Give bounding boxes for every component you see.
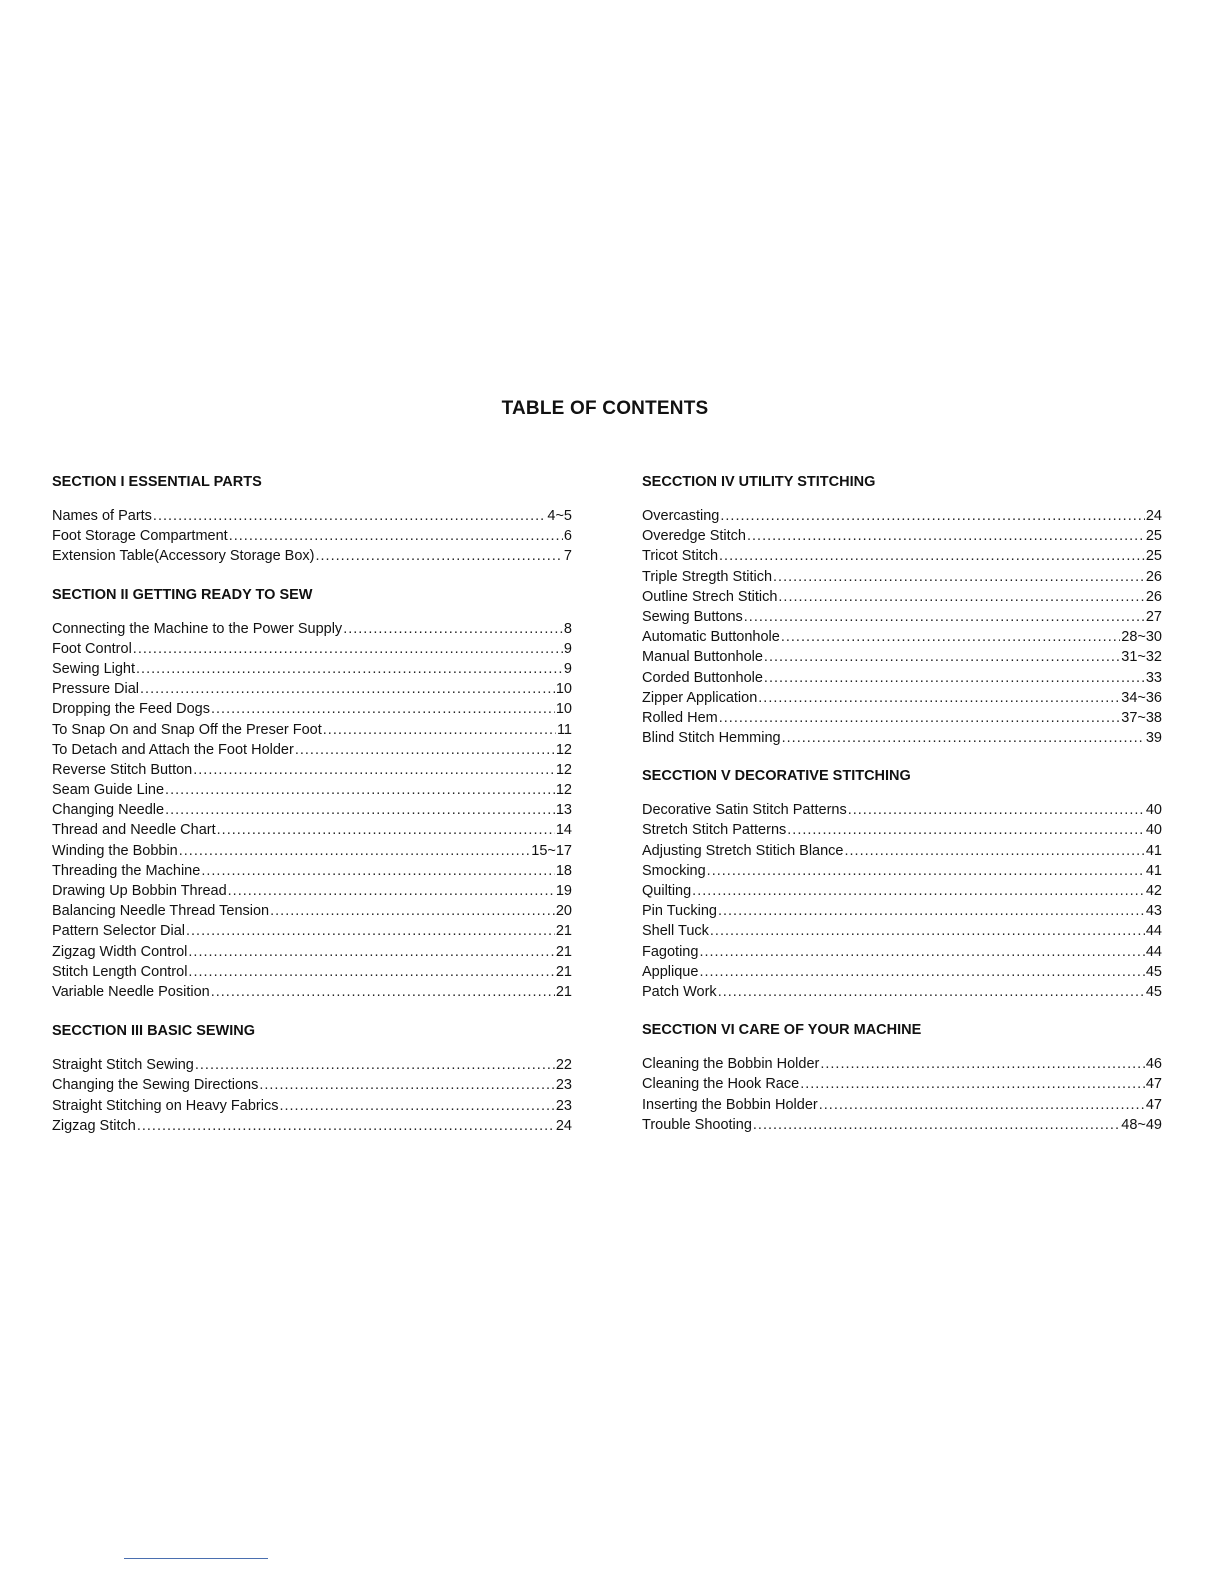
section-heading: SECCTION VI CARE OF YOUR MACHINE [642,1022,922,1039]
entry-page: 20 [555,903,572,920]
entry-label: Pressure Dial [52,681,140,698]
entry-page: 21 [555,923,572,940]
dot-leader [315,546,562,566]
entry-page: 23 [555,1077,572,1094]
entry-label: To Detach and Attach the Foot Holder [52,741,294,758]
entry-page: 22 [555,1057,572,1074]
entry-label: Cleaning the Hook Race [642,1076,800,1093]
entry-page: 47 [1145,1076,1162,1093]
entry-label: Sewing Light [52,660,136,677]
entry-label: Rolled Hem [642,709,718,726]
entry-page: 25 [1145,528,1162,545]
toc-entry[interactable] [52,861,572,881]
entry-page: 48~49 [1121,1116,1162,1133]
toc-entry[interactable] [642,546,1162,566]
dot-leader [719,546,1145,566]
entry-page: 31~32 [1121,649,1162,666]
dot-leader [211,699,555,719]
toc-entry[interactable] [52,699,572,719]
entry-label: Inserting the Bobbin Holder [642,1096,818,1113]
section-heading: SECCTION IV UTILITY STITCHING [642,474,876,490]
dot-leader [758,688,1120,708]
entry-label: Fagoting [642,943,699,960]
dot-leader [773,567,1145,587]
toc-entry[interactable] [642,942,1162,962]
entry-label: Smocking [642,862,706,879]
dot-leader [295,740,555,760]
entry-label: Thread and Needle Chart [52,822,216,839]
toc-entry[interactable] [642,587,1162,607]
entry-page: 42 [1145,883,1162,899]
entry-page: 9 [563,660,572,677]
toc-entry[interactable] [52,820,572,840]
entry-page: 28~30 [1121,629,1162,646]
toc-entry[interactable] [52,881,572,901]
dot-leader [343,619,563,639]
toc-entry[interactable] [52,901,572,921]
entry-page: 47 [1145,1096,1162,1113]
entry-label: Applique [642,963,699,980]
entry-page: 41 [1145,842,1162,859]
toc-entry[interactable] [52,720,572,740]
entry-label: Tricot Stitch [642,548,719,565]
toc-entry[interactable] [642,688,1162,708]
entry-label: Triple Stregth Stitich [642,568,773,585]
entry-page: 40 [1145,802,1162,819]
toc-entry[interactable] [52,760,572,780]
toc-entry[interactable] [642,1095,1162,1115]
entry-page: 6 [563,528,572,545]
entry-label: Overcasting [642,508,720,524]
dot-leader [140,679,555,699]
dot-leader [718,982,1145,1002]
toc-entry[interactable] [52,659,572,679]
toc-entry[interactable] [642,506,1162,526]
section-2 [52,585,572,1003]
dot-leader [195,1055,555,1075]
entry-label: Dropping the Feed Dogs [52,701,210,718]
entry-label: Drawing Up Bobbin Thread [52,883,227,899]
toc-entry[interactable] [52,546,572,566]
dot-leader [764,668,1145,688]
toc-entry[interactable] [52,780,572,800]
section-1 [52,472,572,567]
toc-entry[interactable] [52,1075,572,1095]
dot-leader [744,607,1145,627]
entry-label: Zipper Application [642,689,758,706]
dot-leader [229,526,563,546]
right-column [642,472,1162,1135]
toc-entry[interactable] [642,567,1162,587]
entry-label: Decorative Satin Stitch Patterns [642,802,847,819]
entry-page: 24 [555,1117,572,1134]
entry-page: 37~38 [1121,709,1162,726]
dot-leader [136,659,563,679]
entry-page: 41 [1145,862,1162,879]
dot-leader [747,526,1145,546]
entry-label: Outline Strech Stitich [642,588,778,605]
entry-page: 21 [555,983,572,1000]
entry-page: 43 [1145,903,1162,920]
entry-page: 4~5 [547,508,572,524]
entry-label: Foot Storage Compartment [52,528,228,545]
page-title: TABLE OF CONTENTS [501,398,709,419]
section-heading: SECTION I ESSENTIAL PARTS [52,474,262,490]
entry-label: To Snap On and Snap Off the Preser Foot [52,721,322,738]
entry-page: 21 [555,943,572,960]
entry-page: 8 [563,620,572,637]
toc-entry[interactable] [52,526,572,546]
entry-label: Shell Tuck [642,923,709,940]
entry-page: 33 [1145,669,1162,686]
entry-page: 40 [1145,822,1162,839]
dot-leader [720,506,1144,526]
entry-label: Overedge Stitch [642,528,746,545]
dot-leader [782,728,1145,748]
toc-entry[interactable] [52,841,572,861]
section-4 [642,472,1162,748]
entry-label: Stretch Stitch Patterns [642,822,787,839]
dot-leader [279,1096,554,1116]
dot-leader [778,587,1144,607]
toc-entry[interactable] [642,1054,1162,1074]
dot-leader [188,942,554,962]
section-heading: SECCTION III BASIC SEWING [52,1023,256,1040]
dot-leader [270,901,555,921]
toc-entry[interactable] [52,740,572,760]
toc-entry[interactable] [52,1116,572,1136]
toc-entry[interactable] [642,921,1162,941]
toc-entry[interactable] [642,627,1162,647]
entry-page: 45 [1145,983,1162,1000]
dot-leader [153,506,546,526]
toc-entry[interactable] [52,962,572,982]
entry-page: 24 [1145,508,1162,524]
entry-label: Automatic Buttonhole [642,629,780,646]
toc-entry[interactable] [642,607,1162,627]
dot-leader [848,800,1145,820]
dot-leader [764,647,1120,667]
entry-page: 26 [1145,568,1162,585]
toc-entry[interactable] [642,1074,1162,1094]
dot-leader [710,921,1145,941]
entry-page: 44 [1145,923,1162,940]
dot-leader [211,982,555,1002]
entry-label: Manual Buttonhole [642,649,763,666]
dot-leader [753,1115,1120,1135]
entry-page: 44 [1145,943,1162,960]
dot-leader [692,881,1145,901]
entry-page: 9 [563,640,572,657]
entry-page: 13 [555,802,572,819]
divider-line [124,1558,268,1559]
toc-entry[interactable] [52,982,572,1002]
dot-leader [845,841,1145,861]
toc-entry[interactable] [642,526,1162,546]
toc-entry[interactable] [642,901,1162,921]
dot-leader [133,639,563,659]
toc-entry[interactable] [52,921,572,941]
section-heading: SECTION II GETTING READY TO SEW [52,586,313,603]
entry-page: 45 [1145,963,1162,980]
dot-leader [193,760,555,780]
entry-label: Changing the Sewing Directions [52,1077,259,1094]
left-column [52,472,572,1136]
entry-label: Corded Buttonhole [642,669,763,686]
toc-entry[interactable] [52,619,572,639]
section-5 [642,766,1162,1002]
dot-leader [186,921,555,941]
dot-leader [259,1075,555,1095]
entry-label: Trouble Shooting [642,1116,752,1133]
toc-entry[interactable] [642,841,1162,861]
entry-page: 23 [555,1097,572,1114]
dot-leader [179,841,531,861]
toc-entry[interactable] [642,800,1162,820]
entry-page: 21 [555,963,572,980]
entry-label: Extension Table(Accessory Storage Box) [52,548,315,565]
entry-label: Blind Stitch Hemming [642,730,781,747]
section-heading: SECCTION V DECORATIVE STITCHING [642,768,911,785]
toc-entry[interactable] [642,881,1162,901]
entry-label: Cleaning the Bobbin Holder [642,1056,820,1073]
entry-page: 10 [555,681,572,698]
toc-entry[interactable] [52,1096,572,1116]
entry-label: Straight Stitch Sewing [52,1057,194,1074]
entry-page: 11 [556,721,572,738]
toc-entry[interactable] [642,708,1162,728]
entry-label: Winding the Bobbin [52,842,178,859]
entry-page: 7 [563,548,572,565]
toc-entry[interactable] [52,1055,572,1075]
toc-entry[interactable] [52,942,572,962]
entry-label: Stitch Length Control [52,963,188,980]
toc-entry[interactable] [642,861,1162,881]
dot-leader [217,820,555,840]
toc-entry[interactable] [642,820,1162,840]
dot-leader [699,962,1144,982]
entry-page: 26 [1145,588,1162,605]
entry-label: Connecting the Machine to the Power Supply [52,620,343,637]
entry-label: Balancing Needle Thread Tension [52,903,270,920]
entry-page: 19 [555,883,572,899]
entry-label: Patch Work [642,983,717,1000]
entry-label: Names of Parts [52,508,152,524]
toc-entry[interactable] [642,647,1162,667]
section-3 [52,1021,572,1136]
dot-leader [165,780,555,800]
entry-page: 46 [1145,1056,1162,1073]
entry-page: 12 [555,761,572,778]
dot-leader [188,962,554,982]
dot-leader [719,708,1121,728]
dot-leader [699,942,1144,962]
entry-label: Adjusting Stretch Stitich Blance [642,842,844,859]
entry-label: Zigzag Width Control [52,943,188,960]
entry-label: Pattern Selector Dial [52,923,185,940]
entry-page: 12 [555,741,572,758]
toc-entry[interactable] [642,962,1162,982]
entry-label: Changing Needle [52,802,165,819]
toc-entry[interactable] [642,1115,1162,1135]
toc-entry[interactable] [52,800,572,820]
entry-label: Foot Control [52,640,132,657]
entry-label: Reverse Stitch Button [52,761,193,778]
entry-label: Pin Tucking [642,903,717,920]
toc-entry[interactable] [52,679,572,699]
toc-entry[interactable] [642,728,1162,748]
entry-label: Seam Guide Line [52,782,165,799]
dot-leader [707,861,1145,881]
dot-leader [201,861,555,881]
dot-leader [800,1074,1145,1094]
entry-page: 18 [555,862,572,879]
dot-leader [787,820,1145,840]
entry-label: Sewing Buttons [642,608,743,625]
toc-entry[interactable] [52,506,572,526]
entry-page: 12 [555,782,572,799]
dot-leader [819,1095,1145,1115]
entry-page: 39 [1145,730,1162,747]
entry-label: Zigzag Stitch [52,1117,136,1134]
entry-page: 25 [1145,548,1162,565]
entry-label: Threading the Machine [52,862,201,879]
entry-page: 10 [555,701,572,718]
entry-page: 34~36 [1121,689,1162,706]
dot-leader [820,1054,1145,1074]
dot-leader [165,800,555,820]
section-6 [642,1020,1162,1135]
entry-label: Straight Stitching on Heavy Fabrics [52,1097,279,1114]
dot-leader [718,901,1145,921]
toc-entry[interactable] [52,639,572,659]
dot-leader [323,720,556,740]
entry-page: 14 [555,822,572,839]
toc-entry[interactable] [642,668,1162,688]
dot-leader [781,627,1120,647]
entry-page: 27 [1145,608,1162,625]
toc-entry[interactable] [642,982,1162,1002]
dot-leader [228,881,555,901]
dot-leader [137,1116,555,1136]
entry-page: 15~17 [531,842,572,859]
entry-label: Quilting [642,883,692,899]
entry-label: Variable Needle Position [52,983,210,1000]
